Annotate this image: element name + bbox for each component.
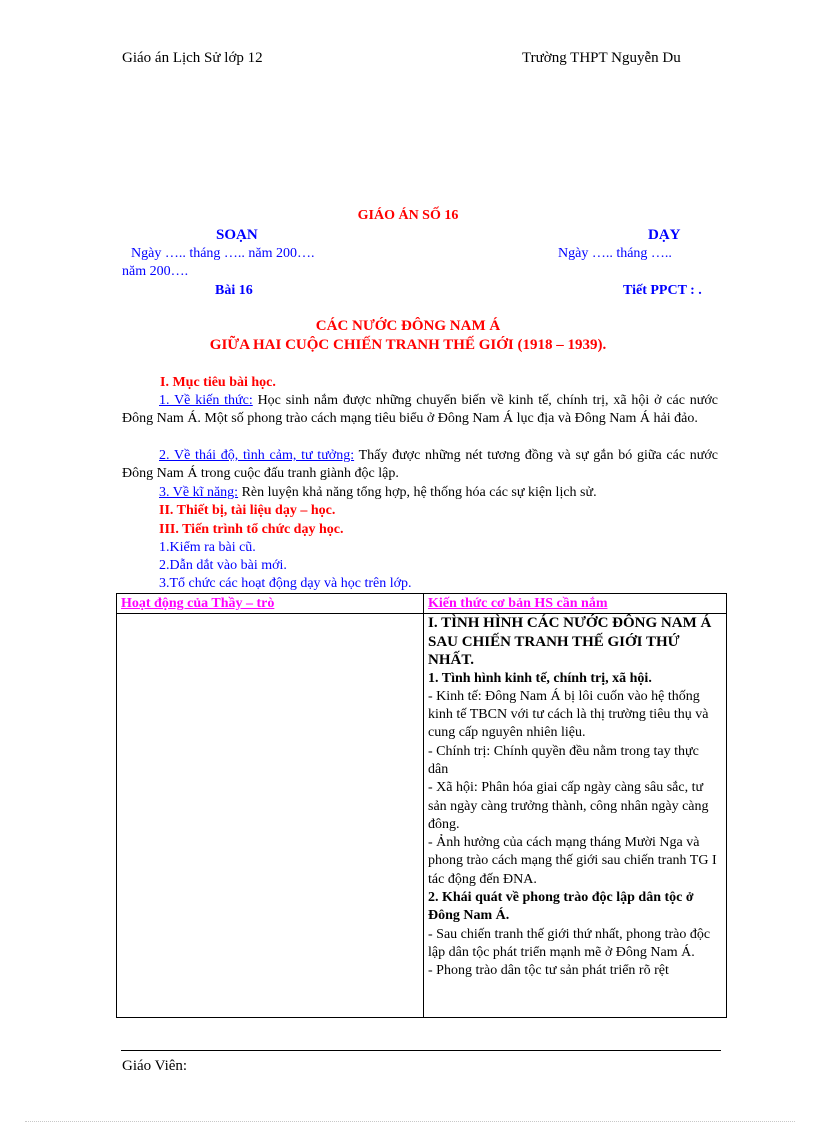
header-right: Trường THPT Nguyễn Du — [522, 50, 681, 66]
objective-attitude — [122, 447, 718, 484]
table-header-row — [117, 594, 727, 614]
date-continuation: năm 200…. — [122, 264, 189, 279]
soan-date: Ngày ….. tháng ….. năm 200…. — [131, 246, 315, 261]
col-header-knowledge: Kiến thức cơ bản HS cần nắm — [424, 594, 727, 614]
page-edge — [25, 1121, 795, 1122]
soan-label: SOẠN — [216, 227, 258, 243]
objective-skills-text: Rèn luyện khả năng tổng hợp, hệ thống hóa các sự kiện lịch sử. — [238, 485, 597, 500]
day-date: Ngày ….. tháng ….. — [558, 246, 672, 261]
knowledge-point: - Kinh tế: Đông Nam Á bị lôi cuốn vào hệ thống kinh tế TBCN với tư cách là thị trường tiêu thụ và cung cấp nguyên nhiên liệu. — [428, 688, 709, 741]
step-3: 3.Tổ chức các hoạt động dạy và học trên lớp. — [159, 576, 412, 591]
footer-divider — [121, 1050, 721, 1051]
objective-knowledge — [122, 392, 718, 429]
objective-attitude-label: 2. Về thái độ, tình cảm, tư tưởng: — [159, 448, 355, 463]
knowledge-section-title: I. TÌNH HÌNH CÁC NƯỚC ĐÔNG NAM Á SAU CHIẾN TRANH THẾ GIỚI THỨ NHẤT. — [428, 615, 712, 668]
objective-skills — [159, 484, 597, 502]
col-header-teacher-student: Hoạt động của Thầy – trò — [117, 594, 424, 614]
footer-teacher: Giáo Viên: — [122, 1058, 188, 1074]
objective-knowledge-label: 1. Về kiến thức: — [159, 393, 253, 408]
step-2: 2.Dẫn dắt vào bài mới. — [159, 558, 287, 573]
lesson-plan-table — [116, 593, 727, 1018]
knowledge-cell — [424, 614, 727, 1018]
knowledge-point: - Phong trào dân tộc tư sản phát triển rõ rệt — [428, 963, 669, 979]
objectives-heading: I. Mục tiêu bài học. — [160, 375, 276, 390]
knowledge-point: - Xã hội: Phân hóa giai cấp ngày càng sâu sắc, tư sản ngày càng trưởng thành, công nhân ngày càng đông. — [428, 780, 709, 832]
activity-cell — [117, 614, 424, 1018]
knowledge-point: - Sau chiến tranh thế giới thứ nhất, phong trào độc lập dân tộc phát triển mạnh mẽ ở Đông Nam Á. — [428, 926, 711, 960]
knowledge-sub1: 1. Tình hình kinh tế, chính trị, xã hội. — [428, 670, 652, 686]
lesson-number-title: GIÁO ÁN SỐ 16 — [357, 208, 459, 223]
section3-heading: III. Tiến trình tổ chức dạy học. — [159, 522, 344, 537]
lesson-tiet: Tiết PPCT : . — [623, 283, 702, 298]
section2-heading: II. Thiết bị, tài liệu dạy – học. — [159, 503, 336, 518]
knowledge-sub2: 2. Khái quát về phong trào độc lập dân tộc ở Đông Nam Á. — [428, 890, 694, 924]
objective-knowledge-text: Học sinh nắm được những chuyển biến về kinh tế, chính trị, xã hội ở các nước Đông Nam Á. Một số phong trào cách mạng tiêu biểu ở Đông Nam Á lục địa và Đông Nam Á hải đảo. — [122, 393, 718, 427]
header-left: Giáo án Lịch Sử lớp 12 — [122, 50, 263, 66]
lesson-bai: Bài 16 — [215, 283, 253, 298]
knowledge-point: - Ảnh hưởng của cách mạng tháng Mười Nga và phong trào cách mạng thế giới sau chiến tranh TG I tác động đến ĐNA. — [428, 835, 717, 887]
objective-attitude-text: Thấy được những nét tương đồng và sự gắn bó giữa các nước Đông Nam Á trong cuộc đấu tranh giành độc lập. — [122, 448, 718, 482]
day-label: DẠY — [648, 227, 681, 243]
lesson-title-line2: GIỮA HAI CUỘC CHIẾN TRANH THẾ GIỚI (1918 – 1939). — [209, 337, 607, 353]
knowledge-point: - Chính trị: Chính quyền đều nằm trong tay thực dân — [428, 743, 699, 777]
table-row — [117, 614, 727, 1018]
lesson-title-line1: CÁC NƯỚC ĐÔNG NAM Á — [315, 318, 501, 334]
objective-skills-label: 3. Về kĩ năng: — [159, 485, 239, 500]
step-1: 1.Kiểm ra bài cũ. — [159, 540, 256, 555]
